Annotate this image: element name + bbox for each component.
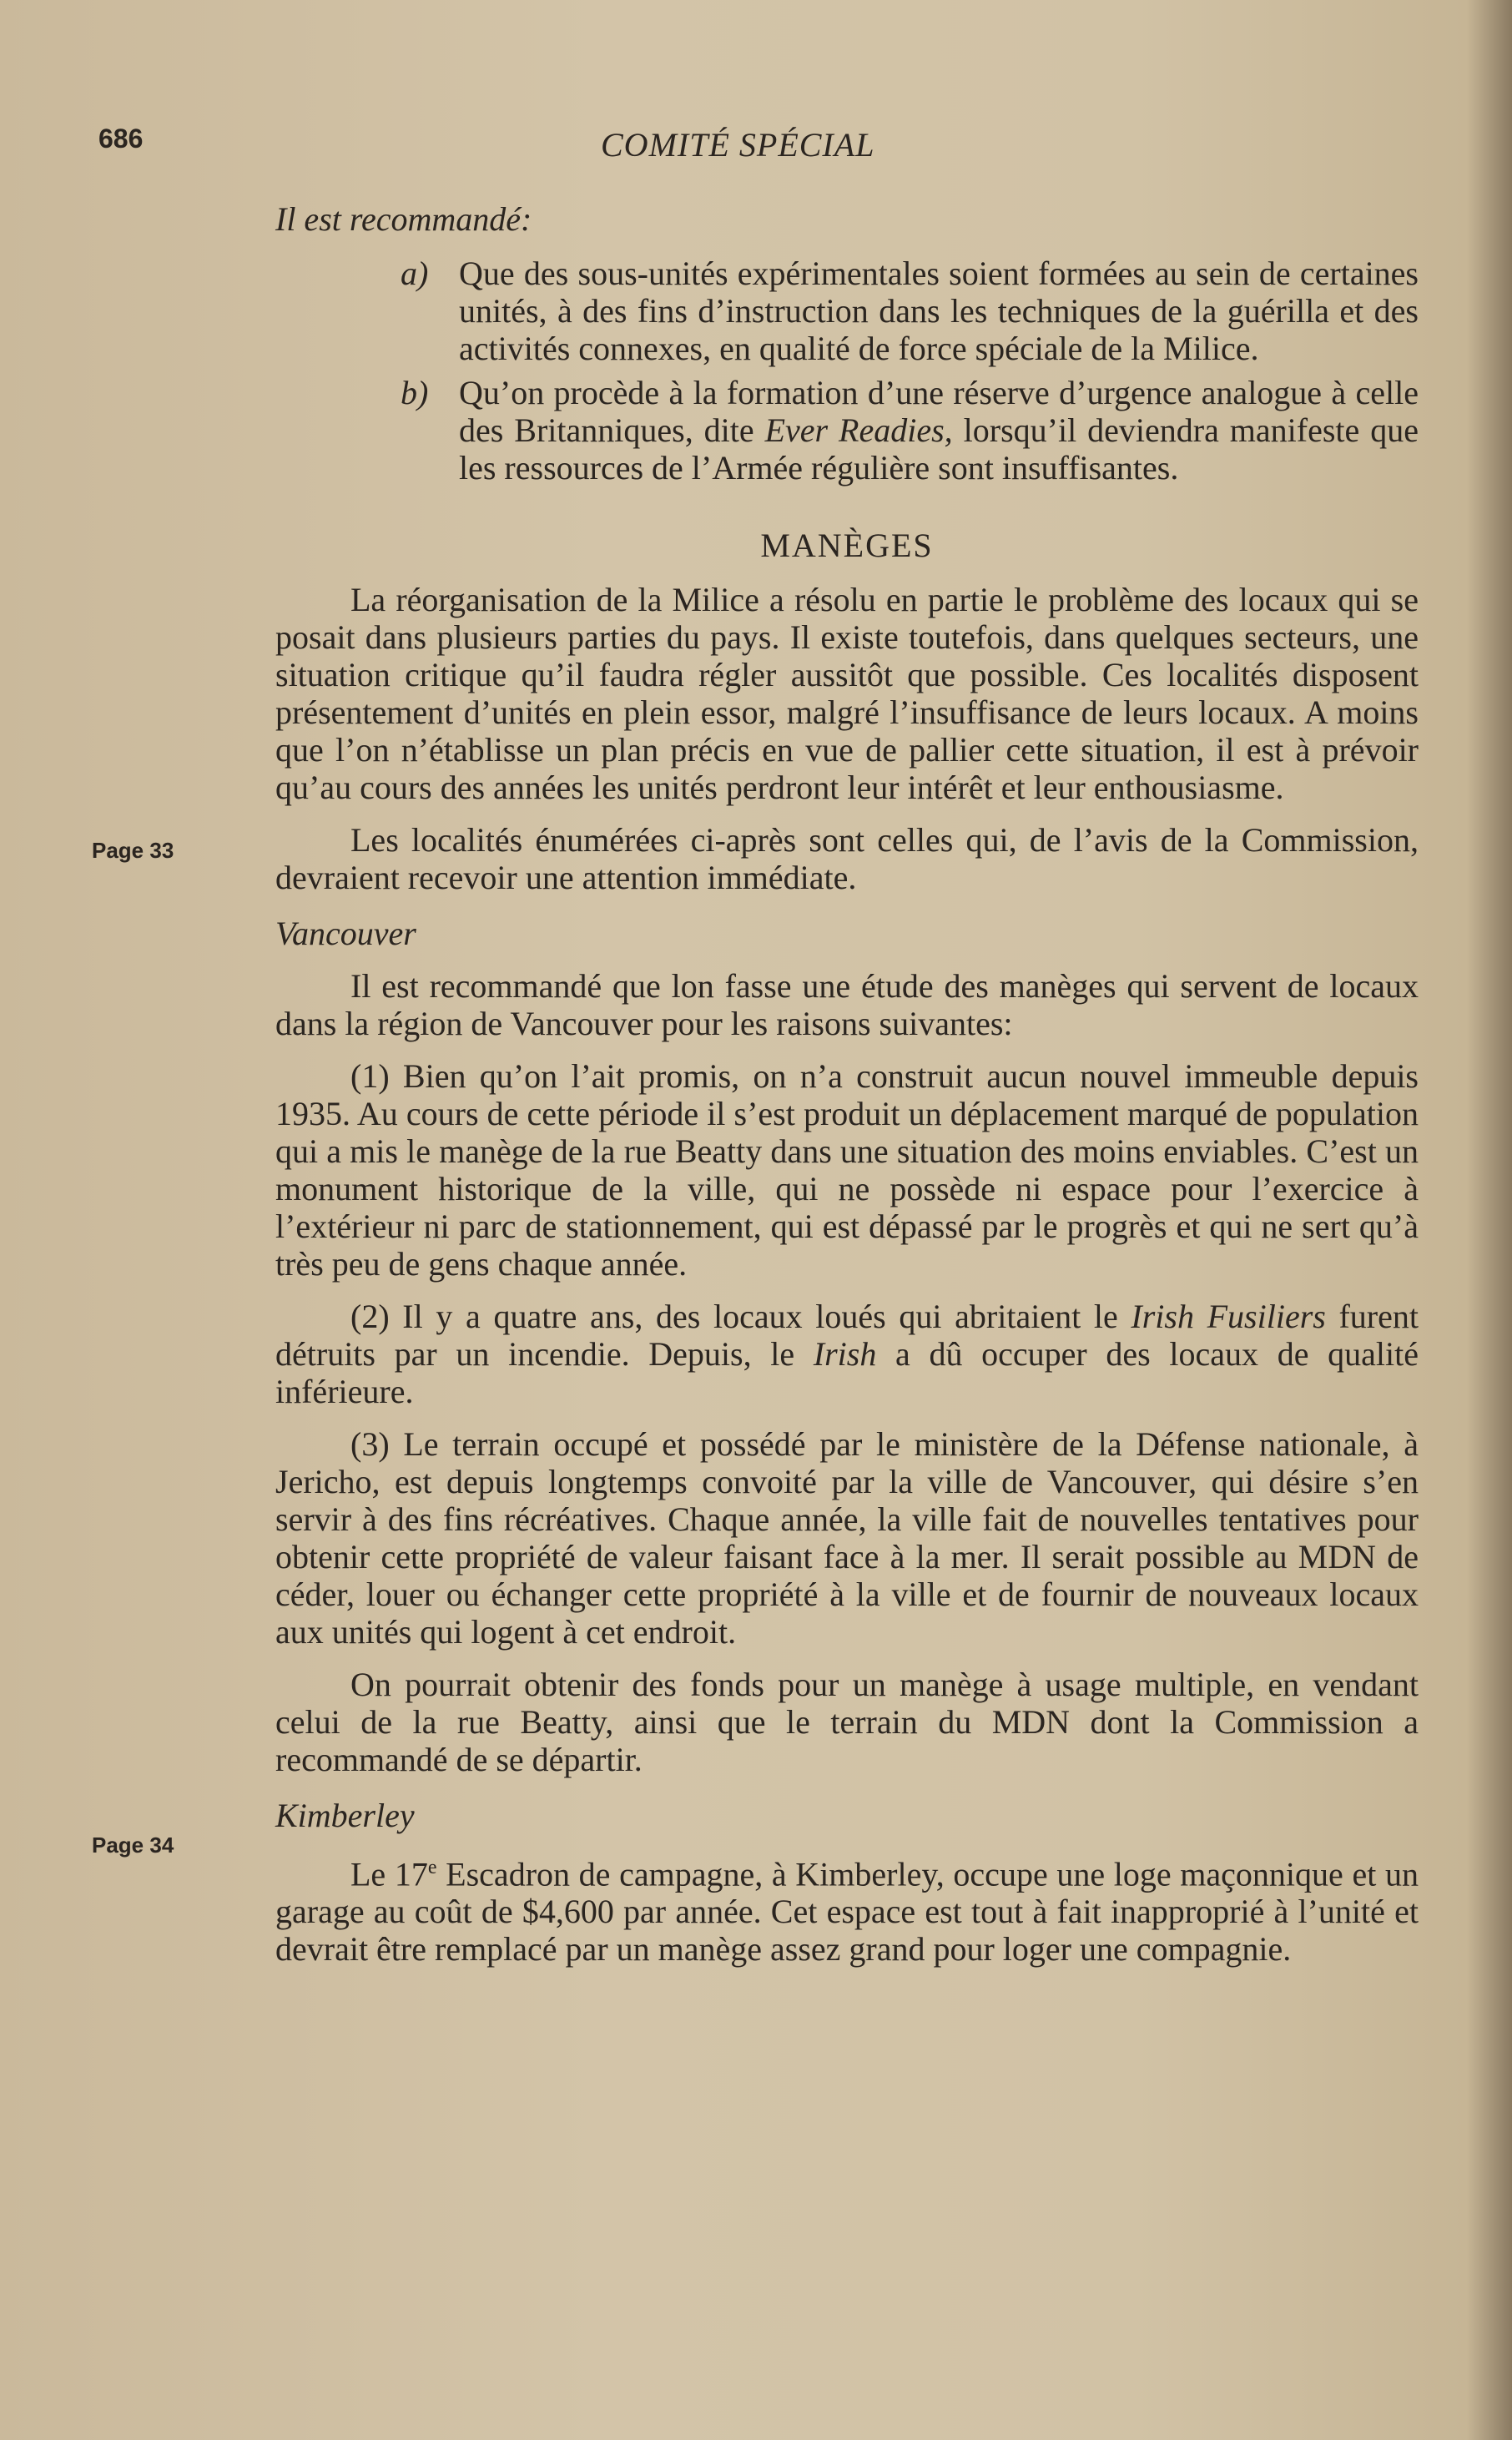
item-text-part: Qu’on procède à la formation d’une réserve d’urgence analogue à celle des Britanniques, dite: [459, 374, 1419, 449]
body-text: [275, 200, 1419, 1983]
list-item: [401, 374, 1419, 486]
paragraph: Les localités énumérées ci-après sont celles qui, de l’avis de la Commission, devraient recevoir une attention immédiate.: [275, 821, 1419, 896]
text-part: furent détruits par un incendie. Depuis, le: [275, 1298, 1419, 1373]
section-heading: MANÈGES: [760, 527, 934, 564]
intro-line: Il est recommandé:: [275, 200, 532, 238]
margin-note-page-33: Page 33: [92, 838, 174, 863]
running-title: COMITÉ SPÉCIAL: [601, 126, 875, 164]
italic-term: Irish: [813, 1335, 877, 1373]
item-text: Que des sous-unités expérimentales soient formées au sein de certaines unités, à des fins d’instruction dans les techniques de la guérilla et des activités connexes, en qualité de force spéciale de la Milice.: [459, 255, 1419, 367]
paragraph: (3) Le terrain occupé et possédé par le ministère de la Défense nationale, à Jericho, est depuis longtemps convoité par la ville de Vancouver, qui désire s’en servir à des fins récréatives. Chaque année, la ville fait de nouvelles tentatives pour obtenir cette propriété de valeur faisant face à la mer. Il serait possible au MDN de céder, louer ou échanger cette propriété à la ville et de fournir de nouveaux locaux aux unités qui logent à cet endroit.: [275, 1425, 1419, 1651]
list-item: [401, 255, 1419, 367]
italic-term: Irish Fusiliers: [1131, 1298, 1326, 1335]
margin-note-page-34: Page 34: [92, 1833, 174, 1858]
text-part: Le 17: [350, 1855, 428, 1893]
subheading-kimberley: Kimberley: [275, 1797, 415, 1834]
item-text: [459, 374, 1419, 486]
item-text-part: lorsqu’il deviendra manifeste que les ressources de l’Armée régulière sont insuffisantes.: [459, 411, 1419, 486]
subheading-vancouver: Vancouver: [275, 915, 416, 952]
paragraph: La réorganisation de la Milice a résolu en partie le problème des locaux qui se posait dans plusieurs parties du pays. Il existe toutefois, dans quelques secteurs, une situation critique qu’il faudra régler aussitôt que possible. Ces localités disposent présentement d’unités en plein essor, malgré l’insuffisance de leurs locaux. A moins que l’on n’établisse un plan précis en vue de pallier cette situation, il est à prévoir qu’au cours des années les unités perdront leur intérêt et leur enthousiasme.: [275, 581, 1419, 806]
paragraph: On pourrait obtenir des fonds pour un manège à usage multiple, en vendant celui de la rue Beatty, ainsi que le terrain du MDN dont la Commission a recommandé de se départir.: [275, 1666, 1419, 1778]
paragraph: [275, 1849, 1419, 1968]
text-part: a dû occuper des locaux de qualité inférieure.: [275, 1335, 1419, 1410]
paragraph: Il est recommandé que lon fasse une étude des manèges qui servent de locaux dans la région de Vancouver pour les raisons suivantes:: [275, 967, 1419, 1042]
item-italic-term: Ever Readies,: [764, 411, 953, 449]
paragraph: (1) Bien qu’on l’ait promis, on n’a construit aucun nouvel immeuble depuis 1935. Au cours de cette période il s’est produit un déplacement marqué de population qui a mis le manège de la rue Beatty dans une situation des moins enviables. C’est un monument historique de la ville, qui ne possède ni espace pour l’exercice à l’extérieur ni parc de stationnement, qui est dépassé par le progrès et qui ne sert qu’à très peu de gens chaque année.: [275, 1057, 1419, 1283]
superscript: e: [427, 1857, 437, 1878]
paragraph: [275, 1298, 1419, 1410]
text-part: Escadron de campagne, à Kimberley, occupe une loge maçonnique et un garage au coût de $4,600 par année. Cet espace est tout à fait inapproprié à l’unité et devrait être remplacé par un manège assez grand pour loger une compagnie.: [275, 1855, 1419, 1969]
item-label: b): [401, 374, 429, 411]
text-part: (2) Il y a quatre ans, des locaux loués qui abritaient le: [350, 1298, 1131, 1335]
recommendation-list: [275, 255, 1419, 486]
page-number: 686: [98, 124, 144, 154]
item-label: a): [401, 255, 429, 292]
